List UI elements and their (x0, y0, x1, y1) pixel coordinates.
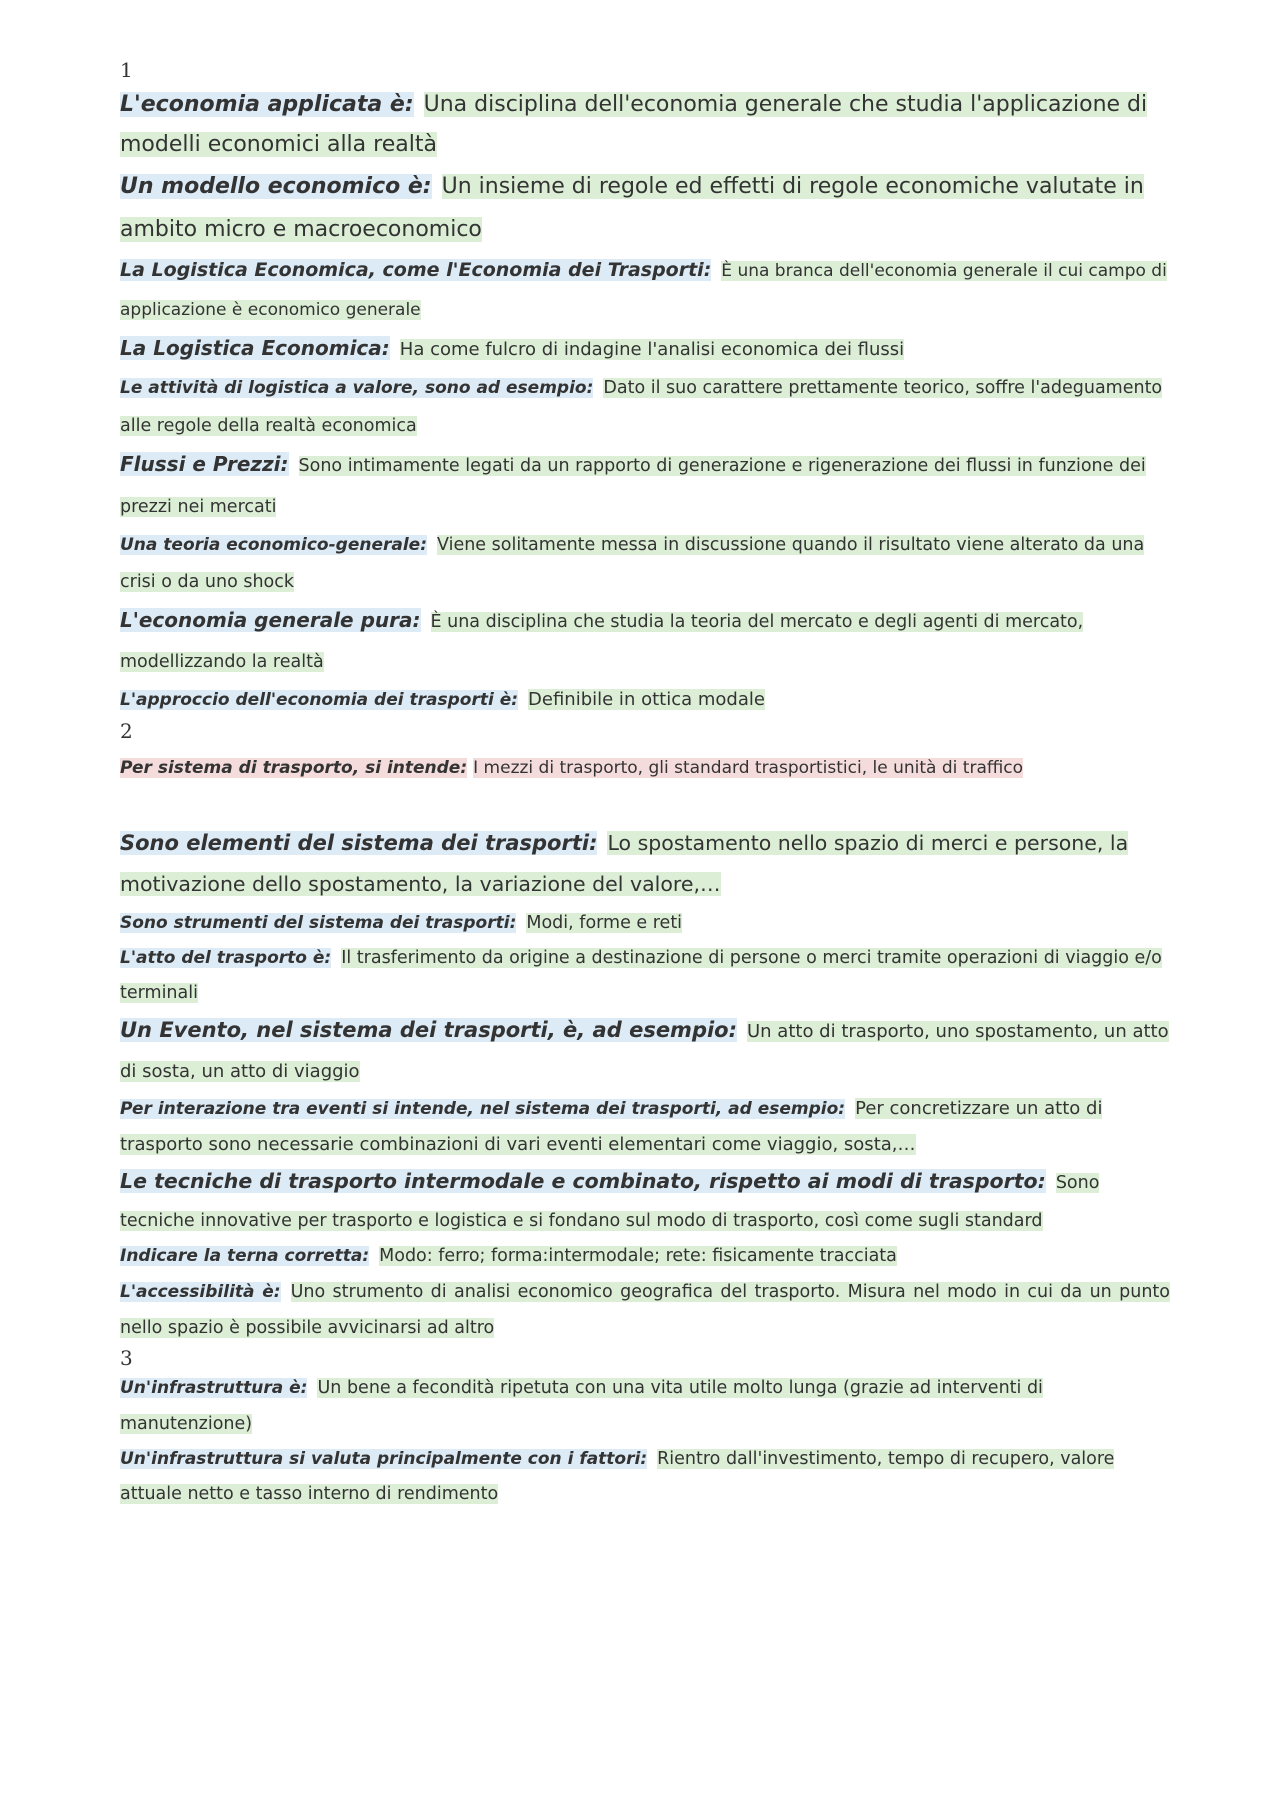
answer: È una branca dell'economia generale il cui campo di applicazione è economico generale (120, 261, 1167, 320)
question: Una teoria economico-generale: (120, 535, 427, 555)
answer: Lo spostamento nello spazio di merci e persone, la motivazione dello spostamento, la variazione del valore,… (120, 831, 1129, 896)
qa-entry (120, 1274, 1170, 1346)
qa-entry (120, 1163, 1170, 1239)
answer: Rientro dall'investimento, tempo di recupero, valore attuale netto e tasso interno di rendimento (120, 1449, 1115, 1504)
answer: Modi, forme e reti (526, 913, 683, 933)
qa-entry (120, 601, 1170, 681)
question: Indicare la terna corretta: (120, 1246, 370, 1266)
question: L'economia applicata è: (120, 92, 414, 117)
question: L'atto del trasporto è: (120, 948, 332, 968)
qa-entry (120, 941, 1170, 1011)
question: L'approccio dell'economia dei trasporti è: (120, 690, 519, 710)
section-number: 1 (120, 58, 133, 82)
answer: Un insieme di regole ed effetti di regole economiche valutate in ambito micro e macroeconomico (120, 174, 1144, 242)
question: Sono elementi del sistema dei trasporti: (120, 831, 598, 855)
question: Per interazione tra eventi si intende, nel sistema dei trasporti, ad esempio: (120, 1099, 846, 1119)
qa-entry (120, 1370, 1170, 1442)
answer: Modo: ferro; forma:intermodale; rete: fisicamente tracciata (379, 1246, 897, 1266)
answer: Uno strumento di analisi economico geografica del trasporto. Misura nel modo in cui da un punto nello spazio è possibile avvicinarsi ad altro (120, 1282, 1170, 1338)
qa-entry (120, 527, 1170, 601)
question: Un Evento, nel sistema dei trasporti, è, ad esempio: (120, 1018, 737, 1042)
qa-entry (120, 165, 1170, 251)
answer: È una disciplina che studia la teoria del mercato e degli agenti di mercato, modellizzando la realtà (120, 612, 1084, 672)
qa-entry (120, 329, 1170, 369)
qa-entry (120, 905, 1170, 941)
question: Un'infrastruttura è: (120, 1378, 308, 1398)
qa-entry (120, 823, 1170, 905)
qa-entry (120, 681, 1170, 719)
answer: Per concretizzare un atto di trasporto sono necessarie combinazioni di vari eventi elementari come viaggio, sosta,… (120, 1098, 1103, 1155)
qa-entry (120, 751, 1170, 785)
section-number: 2 (120, 719, 133, 743)
question: L'economia generale pura: (120, 608, 421, 632)
answer: Un atto di trasporto, uno spostamento, un atto di sosta, un atto di viaggio (120, 1021, 1169, 1082)
answer: Ha come fulcro di indagine l'analisi economica dei flussi (399, 339, 905, 360)
qa-entry (120, 85, 1170, 165)
answer: Il trasferimento da origine a destinazione di persone o merci tramite operazioni di viaggio e/o terminali (120, 948, 1162, 1003)
answer: Sono tecniche innovative per trasporto e logistica e si fondano sul modo di trasporto, così come sugli standard (120, 1173, 1100, 1231)
qa-entry (120, 1091, 1170, 1163)
answer: I mezzi di trasporto, gli standard trasportistici, le unità di traffico (473, 758, 1024, 778)
qa-entry (120, 1239, 1170, 1274)
qa-entry (120, 369, 1170, 445)
question: Per sistema di trasporto, si intende: (120, 758, 468, 778)
question: L'accessibilità è: (120, 1282, 281, 1302)
answer: Sono intimamente legati da un rapporto di generazione e rigenerazione dei flussi in funzione dei prezzi nei mercati (120, 456, 1146, 517)
question: La Logistica Economica: (120, 336, 390, 360)
qa-entry (120, 1442, 1170, 1512)
answer: Dato il suo carattere prettamente teorico, soffre l'adeguamento alle regole della realtà economica (120, 378, 1163, 436)
qa-entry (120, 445, 1170, 527)
document-body (120, 58, 1170, 1512)
qa-entry (120, 251, 1170, 329)
section-number: 3 (120, 1346, 133, 1370)
question: Le tecniche di trasporto intermodale e combinato, rispetto ai modi di trasporto: (120, 1169, 1046, 1193)
question: Flussi e Prezzi: (120, 452, 289, 476)
question: Sono strumenti del sistema dei trasporti: (120, 913, 517, 933)
question: La Logistica Economica, come l'Economia dei Trasporti: (120, 259, 712, 281)
qa-entry (120, 1011, 1170, 1091)
answer: Una disciplina dell'economia generale che studia l'applicazione di modelli economici alla realtà (120, 92, 1148, 157)
question: Un modello economico è: (120, 174, 432, 199)
question: Le attività di logistica a valore, sono ad esempio: (120, 378, 594, 398)
answer: Definibile in ottica modale (528, 689, 765, 710)
answer: Un bene a fecondità ripetuta con una vita utile molto lunga (grazie ad interventi di manutenzione) (120, 1378, 1043, 1434)
question: Un'infrastruttura si valuta principalmente con i fattori: (120, 1449, 648, 1469)
answer: Viene solitamente messa in discussione quando il risultato viene alterato da una crisi o da uno shock (120, 535, 1145, 592)
